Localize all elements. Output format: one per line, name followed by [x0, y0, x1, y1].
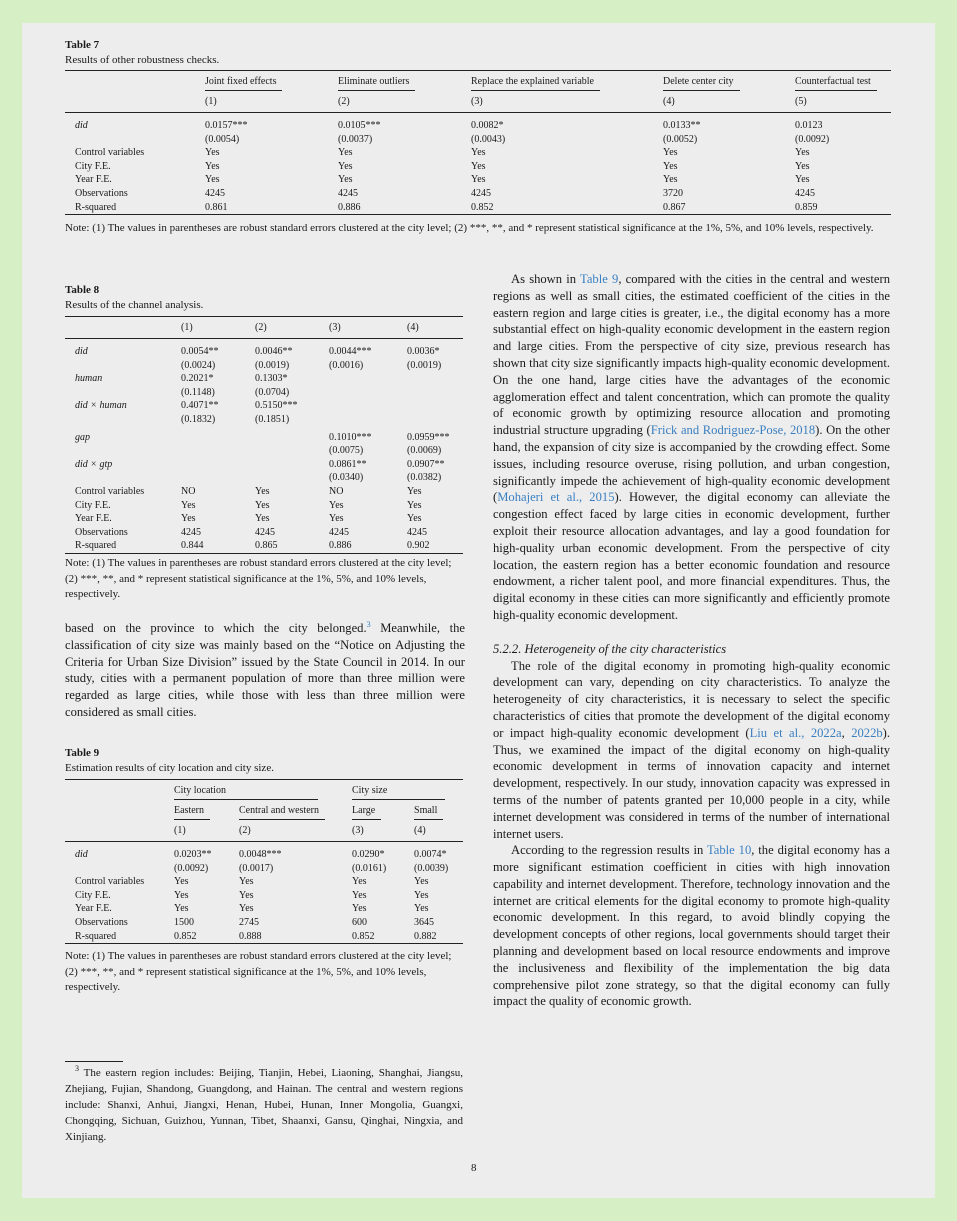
cell: (0.0075) — [329, 445, 364, 457]
row-label: did — [75, 346, 88, 357]
page-number: 8 — [471, 1162, 477, 1174]
cell: 4245 — [205, 187, 225, 199]
cell: 4245 — [255, 526, 275, 538]
cell: 0.0048*** — [239, 849, 282, 860]
cell: (0.0017) — [239, 862, 274, 874]
table-row — [65, 173, 891, 187]
cell: Yes — [329, 513, 344, 525]
row-label: did × gtp — [75, 458, 113, 470]
cell: 0.861 — [205, 201, 228, 213]
text-run: As shown in — [511, 272, 581, 286]
row-label: City F.E. — [75, 889, 111, 901]
table8 — [65, 318, 463, 554]
cell: Yes — [663, 147, 678, 159]
table8-colnum: (4) — [407, 322, 419, 333]
row-label — [65, 413, 181, 427]
cell — [181, 431, 255, 445]
cell: 0.886 — [338, 201, 361, 213]
cell — [407, 413, 463, 427]
table-row — [65, 862, 463, 876]
table-row — [65, 345, 463, 359]
table-row — [65, 889, 463, 903]
cell: Yes — [205, 147, 220, 159]
cell: Yes — [352, 889, 367, 901]
table8-colnum: (3) — [329, 322, 341, 333]
cell: Yes — [414, 889, 429, 901]
cell: Yes — [407, 485, 422, 497]
cell: Yes — [174, 903, 189, 915]
cell: (0.1832) — [181, 413, 216, 425]
cell: Yes — [352, 903, 367, 915]
table-row — [65, 930, 463, 944]
cell: 3645 — [414, 916, 435, 928]
row-label: Observations — [75, 916, 128, 928]
row-label — [65, 444, 181, 458]
cell: 0.5150*** — [255, 400, 298, 412]
row-label: Control variables — [75, 485, 145, 497]
table8-top-rule — [65, 316, 463, 317]
text-run: The role of the digital economy in promoting high-quality economic development can vary, depending on city characteristics. To analyze the heterogeneity of city characteristics, it is necessary to select the specific characteristics of cities that promote the development of the digital economy or impact high-quality economic development ( — [493, 658, 890, 740]
cell — [255, 431, 329, 445]
cell: (0.1851) — [255, 413, 290, 425]
table8-caption-block — [65, 283, 203, 313]
right-para-2 — [493, 658, 890, 843]
table9-subhead: Large — [352, 803, 381, 820]
table-row — [65, 187, 891, 201]
citation-link[interactable]: 2022b — [851, 725, 883, 740]
table-row — [65, 499, 463, 513]
cell — [329, 399, 407, 413]
table9-colnum: (3) — [352, 825, 364, 836]
cell: Yes — [414, 903, 429, 915]
cell: Yes — [663, 160, 678, 172]
table-row — [65, 539, 463, 553]
cell: (0.0052) — [663, 133, 698, 145]
cell: Yes — [174, 876, 189, 888]
row-label: R-squared — [75, 540, 117, 552]
cell: 2745 — [239, 916, 259, 928]
row-label — [65, 133, 205, 147]
cell: Yes — [239, 876, 254, 888]
cell: Yes — [414, 876, 429, 888]
cell: 0.0046** — [255, 346, 293, 357]
table7-note: Note: (1) The values in parentheses are robust standard errors clustered at the city level; (2) ***, **, and * represent statistical significance at the 1%, 5%, and 10% levels, respectively. — [65, 222, 874, 234]
table9-subhead: Eastern — [174, 803, 210, 820]
table-row — [65, 902, 463, 916]
cell: 0.0036* — [407, 346, 440, 357]
table7-colhead: Delete center city — [663, 74, 740, 91]
table-row — [65, 146, 891, 160]
cell: 4245 — [471, 187, 491, 199]
cell: 4245 — [338, 187, 358, 199]
right-para-3 — [493, 842, 890, 1010]
cell — [329, 386, 407, 400]
cell: Yes — [338, 147, 353, 159]
row-label: Observations — [75, 526, 128, 538]
table9-link[interactable]: Table 9 — [580, 272, 619, 286]
cell: 0.852 — [174, 930, 197, 942]
cell: (0.0037) — [338, 133, 373, 145]
footnote-ref[interactable]: 3 — [366, 619, 371, 629]
row-label — [65, 862, 174, 876]
cell: Yes — [255, 513, 270, 525]
text-run: ). On the other hand, the expansion of city size is accompanied by the crowding effect. Some issues, including resource overuse, rising pollution, and urban congestion, significantly impede the achievement of high-quality economic development ( — [493, 423, 890, 505]
cell — [181, 444, 255, 458]
row-label: gap — [75, 431, 90, 443]
row-label: City F.E. — [75, 499, 111, 511]
cell: 1500 — [174, 916, 194, 928]
cell: Yes — [795, 160, 810, 172]
cell: 0.0133** — [663, 120, 701, 131]
row-label: Control variables — [75, 147, 145, 159]
cell: 0.0157*** — [205, 120, 248, 131]
cell: 0.888 — [239, 930, 262, 942]
table9-group-head: City size — [352, 783, 445, 800]
cell: Yes — [181, 513, 196, 525]
table9-colnum: (2) — [239, 825, 251, 836]
cell: 0.852 — [471, 201, 494, 213]
table-row — [65, 916, 463, 930]
cell: 0.0074* — [414, 849, 447, 860]
table-row — [65, 512, 463, 526]
cell — [329, 413, 407, 427]
table-row — [65, 458, 463, 472]
cell: 4245 — [795, 187, 815, 199]
table9-top-rule — [65, 779, 463, 780]
cell: 4245 — [329, 526, 349, 538]
table-row — [65, 444, 463, 458]
row-label: Observations — [75, 187, 128, 199]
cell — [329, 372, 407, 386]
table-row — [65, 386, 463, 400]
text-run: ). However, the digital economy can alleviate the congestion effect faced by large cities in economic development, further exploit their resource allocation advantages, and lay a good foundation for high-quality urban economic development. From the perspective of city location, the eastern region has a better economic foundation and resource endowment, a richer talent pool, and more financial expenditures. Thus, the digital economy in these cities can more significantly and efficiently promote high-quality economic development. — [493, 490, 890, 622]
cell — [255, 444, 329, 458]
cell: Yes — [255, 485, 270, 497]
cell: 0.2021* — [181, 373, 214, 385]
cell: NO — [181, 485, 196, 497]
cell: (0.0161) — [352, 862, 387, 874]
table-row — [65, 399, 463, 413]
table10-link[interactable]: Table 10 — [706, 843, 752, 858]
table-row — [65, 848, 463, 862]
table-row — [65, 133, 891, 147]
cell: 4245 — [181, 526, 201, 538]
table7-caption: Results of other robustness checks. — [65, 54, 220, 66]
text-run: According to the regression results in — [511, 843, 707, 858]
table7-colnum: (5) — [795, 96, 807, 107]
table-row — [65, 201, 891, 215]
cell: NO — [329, 485, 344, 497]
cell: Yes — [471, 147, 486, 159]
row-label: Control variables — [75, 876, 145, 888]
cell: 600 — [352, 916, 368, 928]
table-row — [65, 359, 463, 373]
table8-label: Table 8 — [65, 284, 100, 296]
cell: 0.882 — [414, 930, 437, 942]
row-label: R-squared — [75, 201, 117, 213]
cell: 0.1303* — [255, 373, 288, 385]
table9-note: Note: (1) The values in parentheses are robust standard errors clustered at the city level; (2) ***, **, and * represent statistical significance at the 1%, 5%, and 10% levels, respectively. — [65, 950, 452, 993]
table7-colnum: (4) — [663, 96, 675, 107]
row-label: human — [75, 373, 103, 385]
row-label: did — [75, 120, 88, 131]
cell — [255, 458, 329, 472]
cell: 0.852 — [352, 930, 375, 942]
table7-colhead: Joint fixed effects — [205, 74, 282, 91]
table7-colnum: (1) — [205, 96, 217, 107]
footnote — [65, 1065, 463, 1145]
cell: 0.0907** — [407, 458, 445, 470]
cell: Yes — [205, 174, 220, 186]
table7-caption-block — [65, 38, 219, 68]
cell: 0.4071** — [181, 400, 219, 412]
text-run: , compared with the cities in the central and western regions as well as small cities, the estimated coefficient of the cities in the eastern region and large cities is greater, i.e., the digital economy has a more substantial effect on high-quality economic development in the eastern region and large cities. From the perspective of city size, previous research has shown that city size significantly impacts high-quality economic development. On the one hand, large cities have the advantages of the economic agglomeration effect and talent concentration, which can promote the quality of economic growth by optimizing resource allocation and promoting industrial structure upgrading ( — [493, 272, 890, 438]
cell: (0.0016) — [329, 359, 364, 371]
text-run: ). Thus, we examined the impact of the digital economy on high-quality economic development in terms of innovation capacity and internet development, respectively. In our study, innovation capacity was expressed in terms of the number of patents granted per 10,000 people in a city, while internet development was considered in terms of the number of international internet users. — [493, 725, 891, 841]
cell: Yes — [205, 160, 220, 172]
row-label — [65, 386, 181, 400]
cell: (0.0704) — [255, 386, 290, 398]
cell: 4245 — [407, 526, 427, 538]
footnote-rule — [65, 1061, 123, 1062]
paper-page — [22, 23, 935, 1198]
cell: 0.0044*** — [329, 346, 372, 357]
row-label: did × human — [75, 400, 127, 412]
cell: Yes — [407, 499, 422, 511]
cell: 0.902 — [407, 540, 430, 552]
cell: Yes — [174, 889, 189, 901]
table9-subhead: Small — [414, 803, 443, 820]
cell: Yes — [663, 174, 678, 186]
cell — [407, 399, 463, 413]
cell: 3720 — [663, 187, 683, 199]
cell: Yes — [338, 160, 353, 172]
cell: 0.886 — [329, 540, 352, 552]
footnote-text: The eastern region includes: Beijing, Tianjin, Hebei, Liaoning, Shanghai, Jiangsu, Zhejiang, Fujian, Shandong, Guangdong, and Hainan. The central and western regions include: Shanxi, Anhui, Jiangxi, Henan, Hubei, Hunan, Inner Mongolia, Guangxi, Chongqing, Sichuan, Guizhou, Yunnan, Tibet, Shaanxi, Gansu, Qinghai, Ningxia, and Xinjiang. — [65, 1067, 463, 1143]
left-para-start: based on the province to which the city belonged. — [65, 621, 367, 635]
table7-colhead: Eliminate outliers — [338, 74, 415, 91]
table7-colhead: Replace the explained variable — [471, 74, 600, 91]
text-run: , — [841, 725, 852, 740]
citation-link[interactable]: Frick and Rodriguez-Pose, 2018 — [650, 423, 816, 438]
table-row — [65, 160, 891, 174]
cell: Yes — [795, 174, 810, 186]
cell: (0.0019) — [407, 359, 442, 371]
cell — [407, 386, 463, 400]
cell: Yes — [239, 903, 254, 915]
table7-top-rule — [65, 70, 891, 71]
cell: 0.0290* — [352, 849, 385, 860]
cell: 0.0082* — [471, 120, 504, 131]
table9-caption-block — [65, 746, 274, 776]
table9 — [65, 781, 463, 944]
row-label: Year F.E. — [75, 513, 112, 525]
cell: Yes — [407, 513, 422, 525]
table8-caption: Results of the channel analysis. — [65, 299, 204, 311]
cell: Yes — [181, 499, 196, 511]
cell — [181, 471, 255, 485]
table-row — [65, 485, 463, 499]
cell: Yes — [239, 889, 254, 901]
row-label — [65, 471, 181, 485]
table7-colnum: (3) — [471, 96, 483, 107]
cell: (0.0024) — [181, 359, 216, 371]
table9-subhead: Central and western — [239, 803, 325, 820]
row-label: R-squared — [75, 930, 117, 942]
cell: 0.0054** — [181, 346, 219, 357]
cell: 0.0105*** — [338, 120, 381, 131]
cell: Yes — [255, 499, 270, 511]
cell: 0.844 — [181, 540, 204, 552]
right-para-1 — [493, 271, 890, 624]
cell: (0.0340) — [329, 472, 364, 484]
right-column — [493, 271, 890, 1010]
table7-colnum: (2) — [338, 96, 350, 107]
table-row — [65, 471, 463, 485]
left-para-rest: Meanwhile, the classification of city size was mainly based on the “Notice on Adjusting the Criteria for Urban Size Division” issued by the State Council in 2014. In our study, cities with a permanent population of more than three million were regarded as large cities, while those with less than three million were considered as small cities. — [65, 621, 465, 719]
table8-colnum: (1) — [181, 322, 193, 333]
cell: (0.0039) — [414, 862, 449, 874]
table7-label: Table 7 — [65, 39, 100, 51]
table9-colnum: (4) — [414, 825, 426, 836]
table9-colnum: (1) — [174, 825, 186, 836]
row-label: Year F.E. — [75, 903, 112, 915]
row-label — [65, 359, 181, 373]
cell: Yes — [352, 876, 367, 888]
cell: 0.0123 — [795, 120, 823, 131]
table9-label: Table 9 — [65, 747, 100, 759]
cell: 0.0959*** — [407, 431, 450, 443]
citation-link[interactable]: Mohajeri et al., 2015 — [497, 490, 615, 505]
cell: 0.859 — [795, 201, 818, 213]
cell: (0.0092) — [174, 862, 209, 874]
text-run: , the digital economy has a more significant estimation coefficient in cities with high innovation capability and internet development. Therefore, technology innovation and the internet are critical elements for the digital economy to promote high-quality economic development. In this regard, to avoid blindly copying the development concepts of other regions, local governments should target their planning and development based on local resource endowments and improve the inclusiveness and flexibility of the implementation the big data comprehensive pilot zone strategy, so that the digital economy can fully impact the quality of economic growth. — [493, 843, 891, 1009]
table9-group-head: City location — [174, 783, 318, 800]
cell: (0.0043) — [471, 133, 506, 145]
table-row — [65, 119, 891, 133]
cell: (0.0054) — [205, 133, 240, 145]
cell: (0.0382) — [407, 472, 442, 484]
cell: (0.0092) — [795, 133, 830, 145]
citation-link[interactable]: Liu et al., 2022a — [749, 725, 842, 740]
table-row — [65, 413, 463, 427]
row-label: City F.E. — [75, 160, 111, 172]
table-row — [65, 372, 463, 386]
cell — [407, 372, 463, 386]
cell: Yes — [471, 174, 486, 186]
row-label: did — [75, 849, 88, 860]
cell: Yes — [329, 499, 344, 511]
cell: 0.0203** — [174, 849, 212, 860]
cell: 0.1010*** — [329, 431, 372, 443]
cell: Yes — [795, 147, 810, 159]
left-paragraph — [65, 620, 465, 721]
table-row — [65, 875, 463, 889]
section-heading: 5.2.2. Heterogeneity of the city characteristics — [493, 641, 727, 656]
cell: (0.0019) — [255, 359, 290, 371]
table9-caption: Estimation results of city location and city size. — [65, 762, 274, 774]
cell: Yes — [338, 174, 353, 186]
cell — [255, 471, 329, 485]
cell: (0.0069) — [407, 445, 442, 457]
table-row — [65, 526, 463, 540]
table7 — [65, 72, 891, 215]
footnote-mark: 3 — [75, 1064, 79, 1074]
table7-colhead: Counterfactual test — [795, 74, 877, 91]
cell: 0.867 — [663, 201, 686, 213]
table-row — [65, 431, 463, 445]
cell: Yes — [471, 160, 486, 172]
cell: 0.0861** — [329, 458, 367, 470]
row-label: Year F.E. — [75, 174, 112, 186]
table8-note: Note: (1) The values in parentheses are robust standard errors clustered at the city level; (2) ***, **, and * represent statistical significance at the 1%, 5%, and 10% levels, respectively. — [65, 557, 452, 600]
cell: 0.865 — [255, 540, 278, 552]
cell: (0.1148) — [181, 386, 215, 398]
table8-colnum: (2) — [255, 322, 267, 333]
cell — [181, 458, 255, 472]
